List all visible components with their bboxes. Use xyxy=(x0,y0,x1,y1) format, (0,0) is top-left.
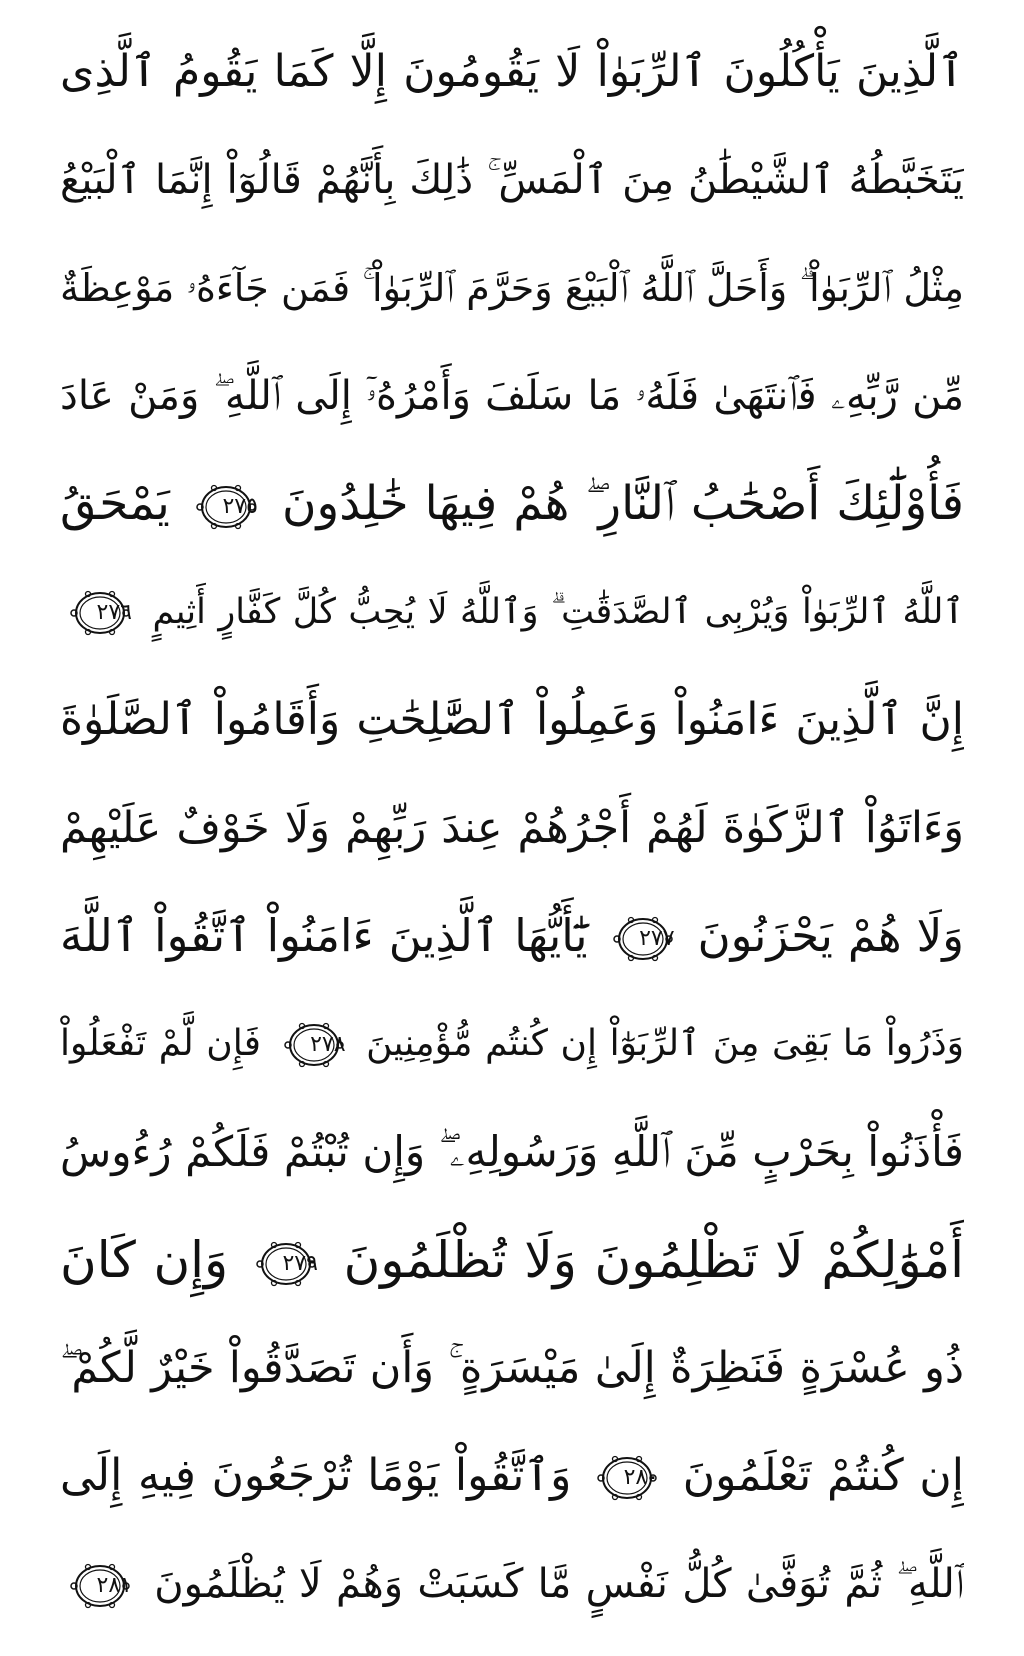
verse-text: فَإِن لَّمْ تَفْعَلُواْ xyxy=(60,1023,261,1064)
verse-line xyxy=(60,1314,964,1422)
verse-line xyxy=(60,1530,964,1638)
verse-text: إِنَّ ٱلَّذِينَ ءَامَنُواْ وَعَمِلُواْ ٱلصَّٰلِحَٰتِ وَأَقَامُواْ ٱلصَّلَوٰةَ xyxy=(60,694,964,745)
verse-text: فَأْذَنُواْ بِحَرْبٍ مِّنَ ٱللَّهِ وَرَسُولِهِۦ ۖ وَإِن تُبْتُمْ فَلَكُمْ رُءُوسُ xyxy=(60,1127,964,1176)
verse-line xyxy=(60,882,964,990)
verse-text: يَمْحَقُ xyxy=(60,476,170,531)
verse-text: يَٰٓأَيُّهَا ٱلَّذِينَ ءَامَنُواْ ٱتَّقُواْ ٱللَّهَ xyxy=(60,909,588,962)
verse-line xyxy=(60,1422,964,1530)
ayah-end-marker xyxy=(282,1019,346,1071)
verse-line xyxy=(60,234,964,342)
ayah-number: ٢٧٧ xyxy=(639,926,675,951)
ayah-end-marker xyxy=(68,587,132,639)
verse-text: وَلَا هُمْ يَحْزَنُونَ xyxy=(697,909,964,962)
verse-text: وَٱتَّقُواْ يَوْمًا تُرْجَعُونَ فِيهِ إِلَى xyxy=(60,1450,572,1501)
ayah-number: ٢٧٨ xyxy=(310,1032,346,1057)
verse-line xyxy=(60,18,964,126)
verse-text: إِن كُنتُمْ تَعْلَمُونَ xyxy=(682,1450,964,1501)
verse-text: مِّن رَّبِّهِۦ فَٱنتَهَىٰ فَلَهُۥ مَا سَلَفَ وَأَمْرُهُۥٓ إِلَى ٱللَّهِ ۖ وَمَنْ عَادَ xyxy=(60,373,964,419)
verse-line xyxy=(60,342,964,450)
ayah-end-marker xyxy=(68,1560,132,1612)
ayah-number: ٢٧٥ xyxy=(222,493,258,519)
ayah-end-marker xyxy=(595,1452,659,1504)
ayah-end-marker xyxy=(194,481,258,533)
verse-text: وَءَاتَوُاْ ٱلزَّكَوٰةَ لَهُمْ أَجْرُهُمْ عِندَ رَبِّهِمْ وَلَا خَوْفٌ عَلَيْهِمْ xyxy=(60,803,964,853)
verse-line xyxy=(60,1098,964,1206)
verse-text: ذُو عُسْرَةٍ فَنَظِرَةٌ إِلَىٰ مَيْسَرَةٍ ۚ وَأَن تَصَدَّقُواْ خَيْرٌ لَّكُمْ ۖ xyxy=(60,1343,964,1393)
verse-text: مِثْلُ ٱلرِّبَوٰاْ ۗ وَأَحَلَّ ٱللَّهُ ٱلْبَيْعَ وَحَرَّمَ ٱلرِّبَوٰاْ ۚ فَمَن جَآءَهُۥ مَوْعِظَةٌ xyxy=(60,266,964,310)
verse-line xyxy=(60,990,964,1098)
verse-line xyxy=(60,666,964,774)
verse-text: ٱللَّهِ ۖ ثُمَّ تُوَفَّىٰ كُلُّ نَفْسٍ مَّا كَسَبَتْ وَهُمْ لَا يُظْلَمُونَ xyxy=(154,1561,964,1607)
verse-text: وَذَرُواْ مَا بَقِىَ مِنَ ٱلرِّبَوٰٓاْ إِن كُنتُم مُّؤْمِنِينَ xyxy=(366,1023,964,1064)
verse-line xyxy=(60,1206,964,1314)
verse-text: ٱلَّذِينَ يَأْكُلُونَ ٱلرِّبَوٰاْ لَا يَقُومُونَ إِلَّا كَمَا يَقُومُ ٱلَّذِى xyxy=(60,46,964,97)
verse-line xyxy=(60,126,964,234)
ayah-number: ٢٨٠ xyxy=(623,1465,660,1490)
verse-line xyxy=(60,558,964,666)
text-block xyxy=(60,18,964,1638)
verse-text: فَأُوْلَٰٓئِكَ أَصْحَٰبُ ٱلنَّارِ ۖ هُمْ فِيهَا خَٰلِدُونَ xyxy=(282,476,964,531)
verse-line xyxy=(60,450,964,558)
verse-text: وَإِن كَانَ xyxy=(60,1231,229,1289)
ayah-number: ٢٧٦ xyxy=(96,600,132,625)
verse-line xyxy=(60,774,964,882)
verse-text: يَتَخَبَّطُهُ ٱلشَّيْطَٰنُ مِنَ ٱلْمَسِّ ۚ ذَٰلِكَ بِأَنَّهُمْ قَالُوٓاْ إِنَّمَا ٱلْبَيْعُ xyxy=(60,157,964,203)
verse-text: أَمْوَٰلِكُمْ لَا تَظْلِمُونَ وَلَا تُظْلَمُونَ xyxy=(343,1231,964,1289)
ayah-end-marker xyxy=(611,913,675,965)
ayah-number: ٢٨١ xyxy=(96,1573,132,1598)
ayah-end-marker xyxy=(254,1238,318,1290)
verse-text: ٱللَّهُ ٱلرِّبَوٰاْ وَيُرْبِى ٱلصَّدَقَٰتِ ۗ وَٱللَّهُ لَا يُحِبُّ كُلَّ كَفَّارٍ أَثِيمٍ xyxy=(152,592,964,632)
ayah-number: ٢٧٩ xyxy=(282,1250,318,1276)
